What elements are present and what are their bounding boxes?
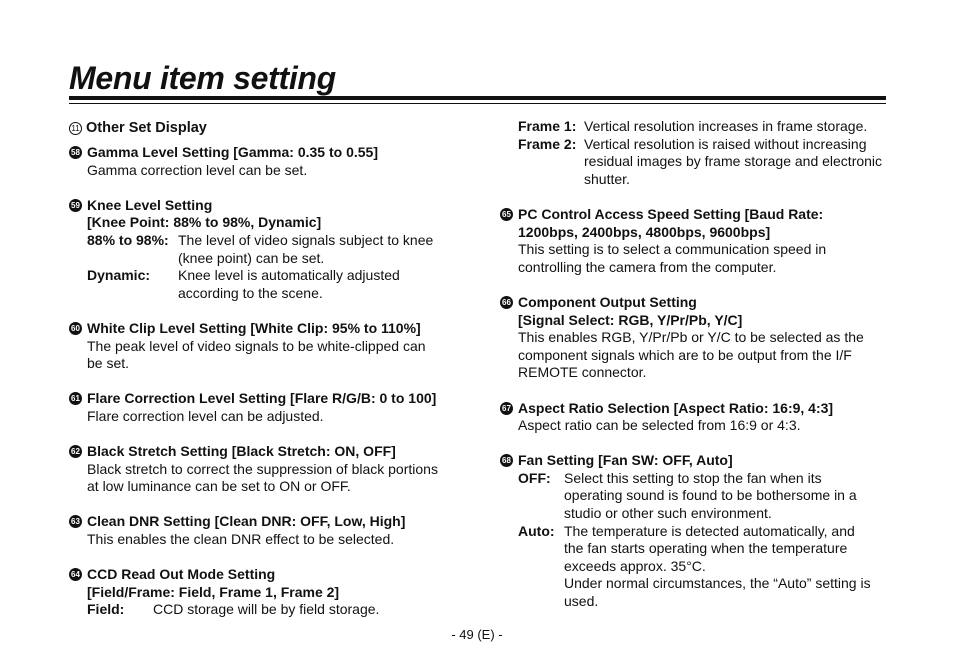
section-heading-text: Other Set Display [86,120,207,136]
item-number-icon: 65 [500,208,513,221]
definition-row [518,523,890,576]
item-white-clip [69,320,459,373]
item-heading: Flare Correction Level Setting [Flare R/G/B: 0 to 100] [87,390,437,407]
definition-row [87,601,459,619]
item-ccd-read-out [69,566,459,619]
item-aspect-ratio [500,400,890,435]
item-heading: Knee Level Setting [87,196,213,213]
item-pc-control [500,206,890,276]
page-number: - 49 (E) - [451,627,503,642]
title-rule-thick [69,96,886,100]
item-heading: CCD Read Out Mode Setting [87,566,276,583]
item-number-icon: 58 [69,146,82,159]
item-fan-setting [500,452,890,610]
item-number-icon: 60 [69,322,82,335]
item-body: This enables the clean DNR effect to be selected. [87,531,395,548]
definition-term: Field: [87,601,125,618]
definition-desc: The temperature is detected automatically, and the fan starts operating when the temperature exceeds approx. 35°C. [564,522,855,574]
definition-row [87,267,459,302]
definition-term: Frame 2: [518,135,577,152]
definition-note-row [518,575,890,610]
definition-desc: The level of video signals subject to knee (knee point) can be set. [178,231,434,266]
title-rule-thin [69,103,886,104]
item-heading: PC Control Access Speed Setting [Baud Rate: 1200bps, 2400bps, 4800bps, 9600bps] [518,205,824,240]
item-black-stretch [69,443,459,496]
item-component-output [500,294,890,382]
definition-row [518,136,890,189]
definition-desc: CCD storage will be by field storage. [153,601,380,618]
item-number-icon: 61 [69,392,82,405]
page-title: Menu item setting [69,60,336,96]
item-clean-dnr [69,513,459,548]
definition-desc: Knee level is automatically adjusted according to the scene. [178,267,400,301]
definition-desc: Vertical resolution is raised without increasing residual images by frame storage and electronic shutter. [584,135,883,187]
definition-term: OFF: [518,469,551,486]
item-number-icon: 62 [69,445,82,458]
item-body: The peak level of video signals to be white-clipped can be set. [87,337,426,372]
item-heading: White Clip Level Setting [White Clip: 95% to 110%] [87,319,421,336]
item-flare [69,390,459,425]
item-gamma [69,144,459,179]
item-heading-params: [Knee Point: 88% to 98%, Dynamic] [87,214,322,231]
item-heading: Component Output Setting [518,293,697,310]
definition-term: Frame 1: [518,118,577,134]
definition-row [518,118,890,136]
item-heading: Gamma Level Setting [Gamma: 0.35 to 0.55] [87,144,378,160]
section-heading [69,118,459,138]
item-body: Black stretch to correct the suppression of black portions at low luminance can be set to ON or OFF. [87,460,438,495]
definition-term: Auto: [518,522,555,539]
item-number-icon: 66 [500,296,513,309]
definition-spacer [518,575,564,610]
definition-row [87,232,459,267]
item-heading-params: [Signal Select: RGB, Y/Pr/Pb, Y/C] [518,311,743,328]
definition-desc: Select this setting to stop the fan when its operating sound is found to be bothersome in a studio or other such environment. [564,469,857,522]
item-knee [69,197,459,303]
definition-desc: Vertical resolution increases in frame storage. [584,118,868,134]
left-column [69,118,459,619]
item-body: Gamma correction level can be set. [87,161,308,178]
item-body: This enables RGB, Y/Pr/Pb or Y/C to be selected as the component signals which are to be output from the I/F REMOTE connector. [518,329,864,381]
item-number-icon: 68 [500,454,513,467]
item-body: Aspect ratio can be selected from 16:9 or 4:3. [518,417,801,434]
definition-note: Under normal circumstances, the “Auto” setting is used. [564,575,871,610]
item-body: Flare correction level can be adjusted. [87,407,324,424]
item-heading: Fan Setting [Fan SW: OFF, Auto] [518,452,733,469]
item-number-icon: 64 [69,568,82,581]
item-number-icon: 59 [69,199,82,212]
section-number-icon: 11 [69,122,82,135]
definition-term: Dynamic: [87,267,151,284]
item-heading: Aspect Ratio Selection [Aspect Ratio: 16:9, 4:3] [518,399,834,416]
definition-term: 88% to 98%: [87,231,169,248]
item-body: This setting is to select a communication speed in controlling the camera from the computer. [518,241,827,275]
item-ccd-read-out-cont [500,118,890,188]
item-number-icon: 63 [69,515,82,528]
item-heading: Black Stretch Setting [Black Stretch: ON, OFF] [87,443,396,460]
item-number-icon: 67 [500,402,513,415]
item-heading: Clean DNR Setting [Clean DNR: OFF, Low, High] [87,513,406,530]
right-column [500,118,890,611]
definition-row [518,470,890,523]
item-heading-params: [Field/Frame: Field, Frame 1, Frame 2] [87,583,340,600]
